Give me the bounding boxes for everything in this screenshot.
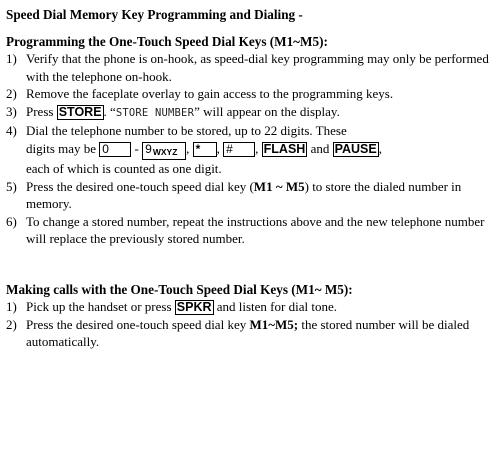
- step-number: 4): [6, 123, 17, 139]
- step-text-after: and listen for dial tone.: [213, 298, 337, 314]
- store-key: STORE: [58, 104, 102, 119]
- step-number: 6): [6, 213, 17, 229]
- step-number: 1): [6, 51, 17, 66]
- instruction-page: [6, 6, 494, 351]
- flash-key: FLASH: [263, 141, 306, 156]
- calling-heading: Making calls with the One-Touch Speed Dial Keys (M1~ M5):: [6, 281, 353, 297]
- programming-step-1: [6, 50, 494, 85]
- programming-step-4: [6, 122, 494, 177]
- separator: ,: [216, 140, 224, 156]
- calling-step-2: [6, 316, 494, 351]
- spacer: [6, 248, 494, 281]
- step-text: To change a stored number, repeat the instructions above and the new telephone number will replace the previously stored number.: [26, 213, 485, 247]
- digit-9-key: [142, 142, 186, 160]
- spacer: [6, 23, 494, 33]
- digit-0-key: 0: [99, 142, 131, 157]
- step-text-digits-intro: digits may be: [26, 140, 100, 156]
- programming-step-5: [6, 178, 494, 213]
- step-text-before: Press the desired one-touch speed dial key (: [26, 178, 254, 194]
- page-title: Speed Dial Memory Key Programming and Dialing -: [6, 7, 303, 22]
- digit-9-letters: WXYZ: [152, 146, 178, 157]
- step-text-before: Pick up the handset or press: [26, 298, 175, 314]
- spkr-key: SPKR: [176, 299, 212, 314]
- step-text-middle: . “: [103, 103, 116, 119]
- pause-key: PAUSE: [334, 141, 377, 156]
- step-text: Verify that the phone is on-hook, as speed-dial key programming may only be performed with the telephone on-hook.: [26, 51, 489, 84]
- separator: ,: [186, 140, 193, 156]
- programming-step-3: [6, 103, 494, 123]
- step-number: 3): [6, 103, 17, 119]
- step-text-after: the stored number will be dialed automatically.: [26, 316, 470, 350]
- calling-steps: [6, 298, 494, 351]
- star-key: *: [193, 142, 217, 157]
- range-dash: -: [131, 140, 143, 156]
- programming-heading: Programming the One-Touch Speed Dial Keys (M1~M5):: [6, 34, 328, 49]
- step-text: Remove the faceplate overlay to gain access to the programming keys.: [26, 86, 394, 102]
- hash-key: #: [223, 142, 255, 157]
- memory-keys-label: M1~M5;: [249, 316, 299, 332]
- step-text-line1: Dial the telephone number to be stored, up to 22 digits. These: [26, 123, 347, 139]
- programming-steps: [6, 50, 494, 248]
- display-message: STORE NUMBER: [115, 106, 195, 119]
- step-text-before: Press: [26, 103, 57, 119]
- step-number: 2): [6, 316, 17, 332]
- step-text-after: ) to store the dialed number in memory.: [26, 178, 462, 212]
- step-text-line3: each of which is counted as one digit.: [26, 160, 222, 176]
- memory-keys-label: M1 ~ M5: [253, 178, 305, 194]
- step-text-before: Press the desired one-touch speed dial key: [26, 316, 250, 332]
- programming-step-2: [6, 85, 494, 103]
- step-text-after: ” will appear on the display.: [194, 103, 340, 119]
- digit-9-label: 9: [145, 141, 152, 156]
- comma: ,: [378, 140, 382, 156]
- step-number: 5): [6, 178, 17, 194]
- step-number: 1): [6, 298, 17, 314]
- step-number: 2): [6, 86, 17, 102]
- separator: ,: [255, 140, 262, 156]
- conjunction: and: [307, 140, 333, 156]
- programming-step-6: [6, 213, 494, 248]
- calling-step-1: [6, 298, 494, 316]
